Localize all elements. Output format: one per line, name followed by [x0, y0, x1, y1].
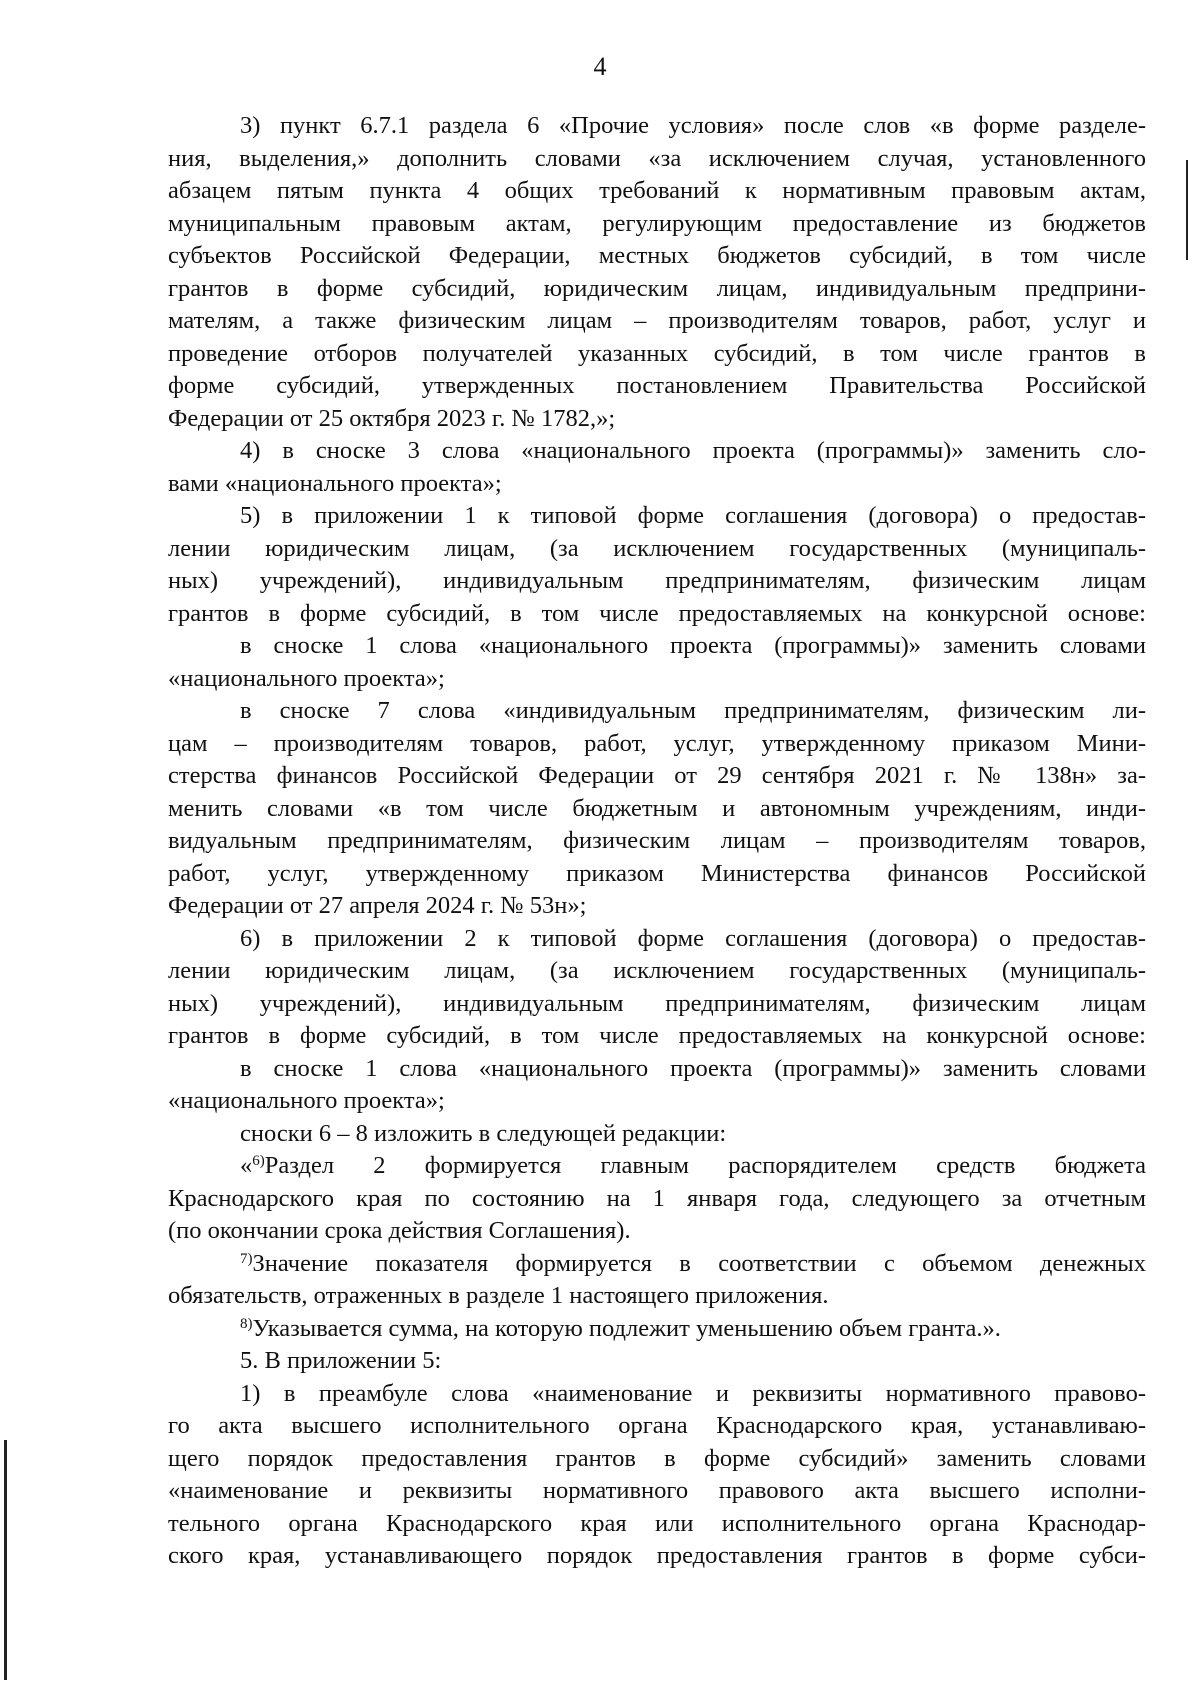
quote-mark: « [240, 1152, 253, 1179]
text-line: муниципальным правовым актам, регулирующим предоставление из бюджетов [168, 209, 1146, 237]
text-line: 5) в приложении 1 к типовой форме соглашения (договора) о предостав- [240, 502, 1146, 529]
page-number: 4 [593, 52, 607, 81]
text-line: 6) в приложении 2 к типовой форме соглашения (договора) о предостав- [240, 924, 1146, 952]
document-body [168, 110, 1146, 1573]
text-line: «национального проекта»; [168, 664, 445, 692]
text-line: обязательств, отраженных в разделе 1 настоящего приложения. [168, 1282, 829, 1309]
footnote-marker: 6) [252, 1153, 265, 1169]
text-line: субъектов Российской Федерации, местных бюджетов субсидий, в том числе [168, 242, 1146, 269]
text-line: щего порядок предоставления грантов в форме субсидий» заменить словами [168, 1444, 1146, 1472]
text-line: «национального проекта»; [168, 1087, 445, 1114]
text-line: видуальным предпринимателям, физическим лицам – производителям товаров, [168, 827, 1146, 854]
text-line: тельного органа Краснодарского края или исполнительного органа Краснодар- [168, 1509, 1146, 1537]
text-line: в сноске 7 слова «индивидуальным предпринимателям, физическим ли- [240, 697, 1146, 724]
text-line: 3) пункт 6.7.1 раздела 6 «Прочие условия» после слов «в форме разделе- [240, 112, 1146, 139]
text-line: го акта высшего исполнительного органа Краснодарского края, устанавливаю- [168, 1412, 1146, 1439]
text-line: в сноске 1 слова «национального проекта (программы)» заменить словами [240, 1054, 1146, 1082]
text-line: (по окончании срока действия Соглашения). [168, 1217, 631, 1244]
text-line: сноски 6 – 8 изложить в следующей редакции: [240, 1119, 727, 1147]
text-line: грантов в форме субсидий, в том числе предоставляемых на конкурсной основе: [168, 599, 1146, 627]
text-line: 1) в преамбуле слова «наименование и реквизиты нормативного правово- [240, 1379, 1146, 1407]
text-line: 5. В приложении 5: [240, 1347, 442, 1374]
text-line: работ, услуг, утвержденному приказом Министерства финансов Российской [168, 859, 1146, 887]
text-line: менить словами «в том числе бюджетным и автономным учреждениям, инди- [168, 794, 1146, 822]
footnote-marker: 7) [240, 1250, 253, 1267]
line-text: Указывается сумма, на которую подлежит уменьшению объем гранта.». [252, 1314, 1001, 1342]
text-line: проведение отборов получателей указанных субсидий, в том числе грантов в [168, 339, 1146, 367]
text-line: абзацем пятым пункта 4 общих требований к нормативным правовым актам, [168, 177, 1146, 204]
text-line: в сноске 1 слова «национального проекта (программы)» заменить словами [240, 632, 1146, 659]
text-line: ных) учреждений), индивидуальным предпринимателям, физическим лицам [168, 989, 1146, 1017]
text-line: ных) учреждений), индивидуальным предпринимателям, физическим лицам [168, 567, 1146, 594]
text-line: грантов в форме субсидий, в том числе предоставляемых на конкурсной основе: [168, 1022, 1146, 1049]
text-line: вами «национального проекта»; [168, 469, 502, 497]
text-line: стерства финансов Российской Федерации от 29 сентября 2021 г. № 138н» за- [168, 762, 1146, 789]
text-line: лении юридическим лицам, (за исключением государственных (муниципаль- [168, 957, 1146, 984]
text-line: ния, выделения,» дополнить словами «за исключением случая, установленного [168, 144, 1146, 172]
text-line [168, 1313, 1146, 1346]
scan-edge-mark [4, 1440, 7, 1680]
scan-edge-mark [1186, 160, 1188, 260]
text-line: 4) в сноске 3 слова «национального проекта (программы)» заменить сло- [240, 437, 1146, 464]
text-line: Федерации от 25 октября 2023 г. № 1782,»; [168, 404, 616, 432]
text-line: Краснодарского края по состоянию на 1 января года, следующего за отчетным [168, 1184, 1146, 1212]
line-text: Значение показателя формируется в соответствии с объемом денежных [252, 1249, 1146, 1277]
text-line [168, 1248, 1146, 1281]
text-line: ского края, устанавливающего порядок предоставления грантов в форме субси- [168, 1542, 1146, 1569]
text-line: цам – производителям товаров, работ, услуг, утвержденному приказом Мини- [168, 729, 1146, 757]
line-text: Раздел 2 формируется главным распорядителем средств бюджета [264, 1152, 1146, 1179]
text-line: форме субсидий, утвержденных постановлением Правительства Российской [168, 372, 1146, 399]
text-line: грантов в форме субсидий, юридическим лицам, индивидуальным предприни- [168, 274, 1146, 302]
footnote-marker: 8) [240, 1315, 253, 1332]
text-line: лении юридическим лицам, (за исключением государственных (муниципаль- [168, 534, 1146, 562]
text-line: мателям, а также физическим лицам – производителям товаров, работ, услуг и [168, 307, 1146, 334]
text-line: «наименование и реквизиты нормативного правового акта высшего исполни- [168, 1477, 1146, 1504]
text-line: Федерации от 27 апреля 2024 г. № 53н»; [168, 892, 587, 919]
text-line [168, 1150, 1146, 1183]
